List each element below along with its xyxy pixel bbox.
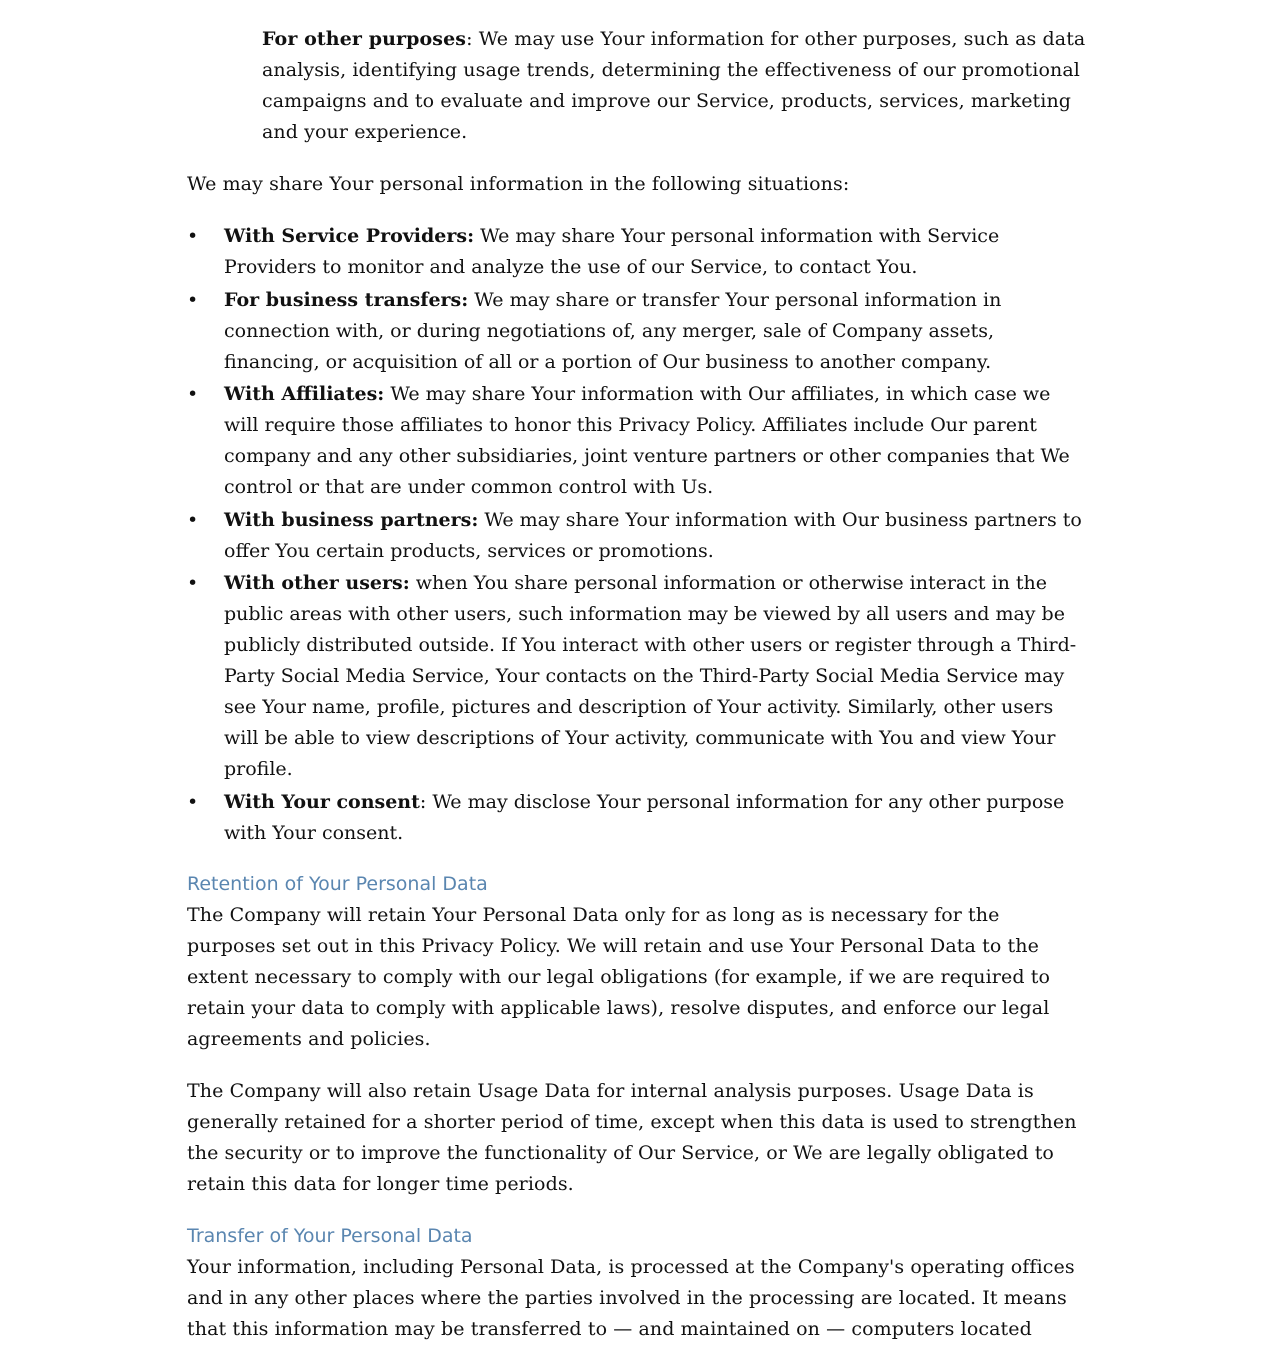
- list-item-text: We may share Your personal information with Service Providers to monitor and analyze the use of our Service, to contact You.: [224, 225, 1000, 278]
- sharing-list: [187, 221, 1087, 849]
- bullet-icon: •: [187, 225, 199, 247]
- list-item-term: With business partners:: [224, 508, 479, 531]
- list-item-text: : We may disclose Your personal information for any other purpose with Your consent.: [224, 790, 1065, 844]
- list-item: [187, 221, 1087, 283]
- list-item: [187, 505, 1087, 567]
- list-item-text: We may share or transfer Your personal information in connection with, or during negotiations of, any merger, sale of Company assets, financing, or acquisition of all or a portion of Our business to another company.: [224, 288, 1002, 373]
- transfer-paragraph-1: Your information, including Personal Data, is processed at the Company's operating offices and in any other places where the parties involved in the processing are located. It means that this information may be transferred to — and maintained on — computers located: [187, 1255, 1075, 1340]
- list-item: [187, 379, 1087, 503]
- list-item: [187, 568, 1087, 785]
- bullet-icon: •: [187, 790, 199, 813]
- other-purposes-term: For other purposes: [262, 28, 467, 50]
- bullet-icon: •: [187, 288, 199, 311]
- transfer-heading: Transfer of Your Personal Data: [187, 1224, 473, 1247]
- list-item-term: With other users:: [224, 572, 410, 594]
- list-item: [187, 285, 1087, 378]
- retention-heading: Retention of Your Personal Data: [187, 872, 488, 895]
- bullet-icon: •: [187, 383, 199, 405]
- list-item-text: We may share Your information with Our business partners to offer You certain products, services or promotions.: [224, 508, 1082, 562]
- list-item-term: With Service Providers:: [224, 225, 475, 247]
- bullet-icon: •: [187, 508, 199, 531]
- other-purposes-text: : We may use Your information for other purposes, such as data analysis, identifying usage trends, determining the effectiveness of our promotional campaigns and to evaluate and improve our Service, products, services, marketing and your experience.: [262, 28, 1086, 143]
- document-page: [187, 24, 1087, 1366]
- list-item-term: For business transfers:: [224, 288, 469, 311]
- retention-paragraph-2: The Company will also retain Usage Data for internal analysis purposes. Usage Data is generally retained for a shorter period of time, except when this data is used to strengthen the security or to improve the functionality of Our Service, or We are legally obligated to retain this data for longer time periods.: [187, 1079, 1077, 1195]
- list-item-text: when You share personal information or otherwise interact in the public areas with other users, such information may be viewed by all users and may be publicly distributed outside. If You interact with other users or register through a Third-Party Social Media Service, Your contacts on the Third-Party Social Media Service may see Your name, profile, pictures and description of Your activity. Similarly, other users will be able to view descriptions of Your activity, communicate with You and view Your profile.: [224, 572, 1077, 780]
- list-item-term: With Your consent: [224, 790, 420, 813]
- bullet-icon: •: [187, 572, 199, 594]
- sharing-intro: We may share Your personal information in the following situations:: [187, 173, 850, 195]
- list-item: [187, 787, 1087, 849]
- list-item-text: We may share Your information with Our affiliates, in which case we will require those affiliates to honor this Privacy Policy. Affiliates include Our parent company and any other subsidiaries, joint venture partners or other companies that We control or that are under common control with Us.: [224, 383, 1070, 498]
- list-item-term: With Affiliates:: [224, 383, 385, 405]
- other-purposes-paragraph: [262, 24, 1087, 148]
- retention-paragraph-1: The Company will retain Your Personal Data only for as long as is necessary for the purposes set out in this Privacy Policy. We will retain and use Your Personal Data to the extent necessary to comply with our legal obligations (for example, if we are required to retain your data to comply with applicable laws), resolve disputes, and enforce our legal agreements and policies.: [187, 903, 1050, 1050]
